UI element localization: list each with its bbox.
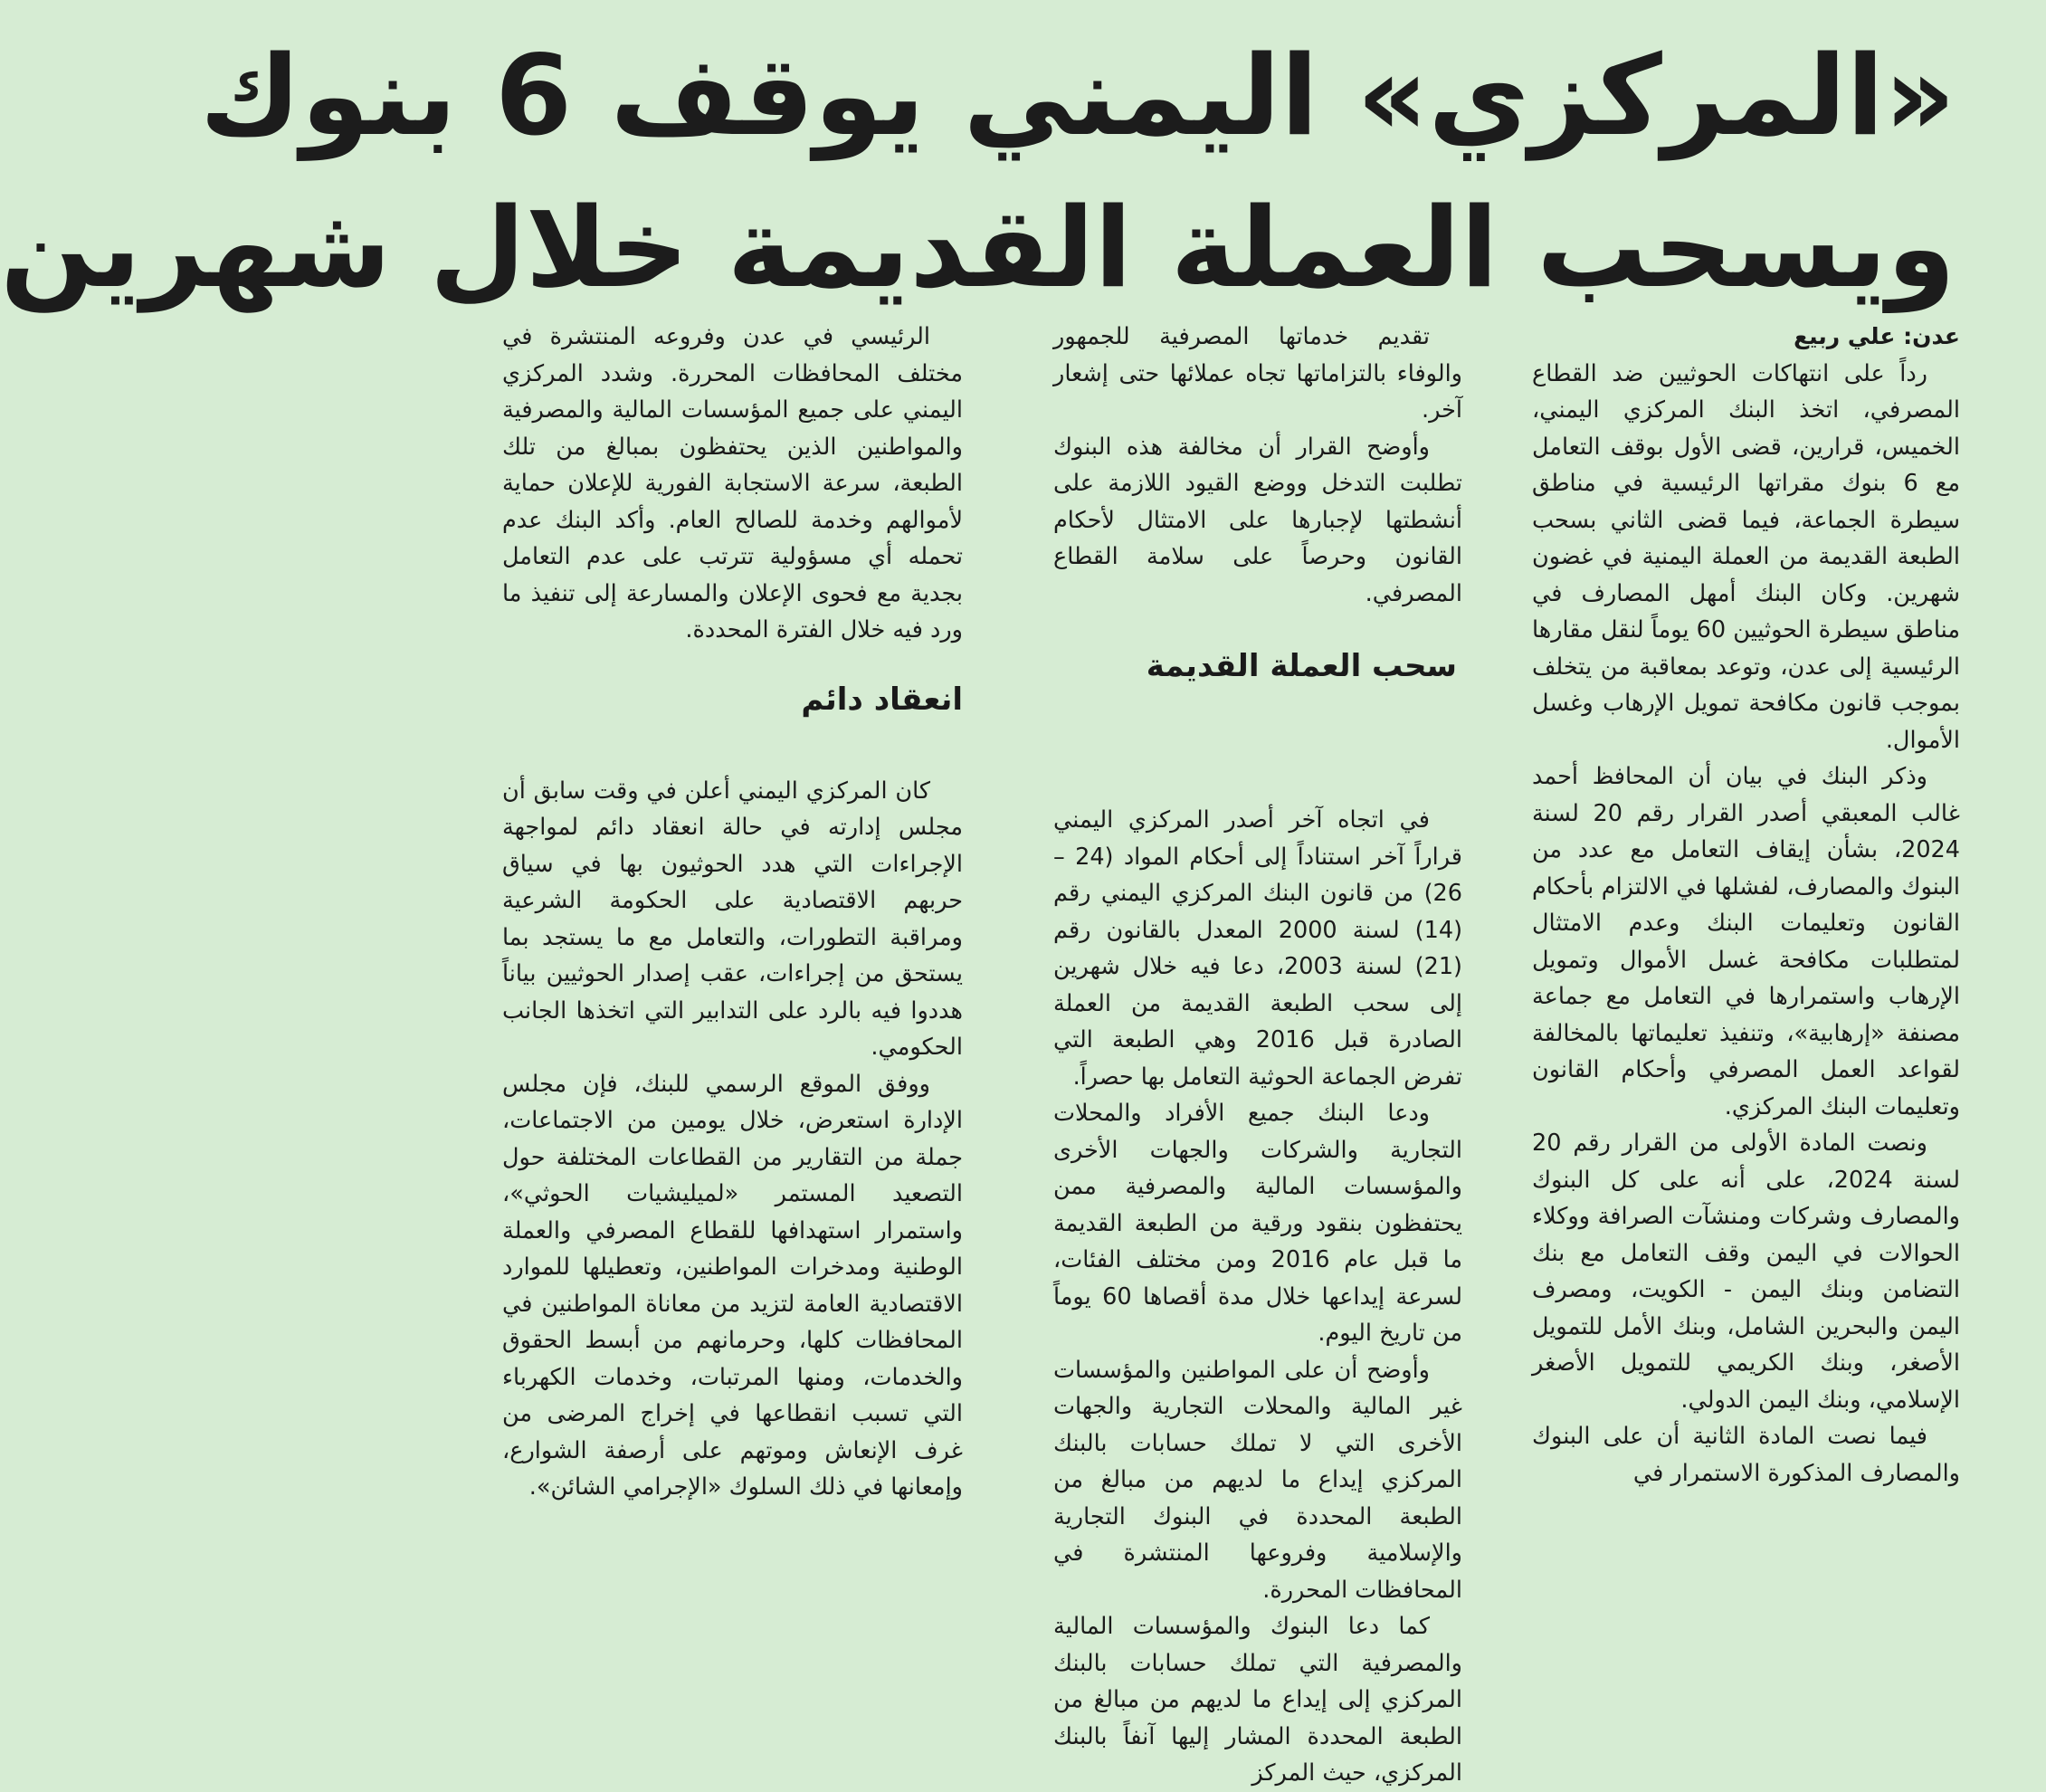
paragraph: ووفق الموقع الرسمي للبنك، فإن مجلس الإدارة استعرض، خلال يومين من الاجتماعات، جملة من التقارير من القطاعات المختلفة حول التصعيد المستمر «لميليشيات الحوثي»، واستمرار استهدافها للقطاع المصرفي والعملة الوطنية ومدخرات المواطنين، وتعطيلها للموارد الاقتصادية العامة لتزيد من معاناة المواطنين في المحافظات كلها، وحرمانهم من أبسط الحقوق والخدمات، ومنها المرتبات، وخدمات الكهرباء التي تسبب انقطاعها في إخراج المرضى من غرف الإنعاش وموتهم على أرصفة الشوارع، وإمعانها في ذلك السلوك «الإجرامي الشائن».	[502, 1070, 963, 1501]
paragraph: تقديم خدماتها المصرفية للجمهور والوفاء بالتزاماتها تجاه عملائها حتى إشعار آخر.	[1053, 323, 1462, 424]
paragraph: ودعا البنك جميع الأفراد والمحلات التجارية والشركات والجهات الأخرى والمؤسسات المالية والمصرفية ممن يحتفظون بنقود ورقية من الطبعة القديمة ما قبل عام 2016 ومن مختلف الفئات، لسرعة إيداعها خلال مدة أقصاها 60 يوماً من تاريخ اليوم.	[1053, 1100, 1462, 1347]
paragraph: كما دعا البنوك والمؤسسات المالية والمصرفية التي تملك حسابات بالبنك المركزي إلى إيداع ما لديهم من مبالغ من الطبعة المحددة المشار إليها آنفاً بالبنك المركزي، حيث المركز	[1053, 1613, 1462, 1787]
subheading-permanent-session: انعقاد دائم	[801, 681, 963, 718]
byline: عدن: علي ربيع	[1794, 323, 1960, 349]
paragraph: رداً على انتهاكات الحوثيين ضد القطاع المصرفي، اتخذ البنك المركزي اليمني، الخميس، قرارين، قضى الأول بوقف التعامل مع 6 بنوك مقراتها الرئيسية في مناطق سيطرة الجماعة، فيما قضى الثاني بسحب الطبعة القديمة من العملة اليمنية في غضون شهرين. وكان البنك أمهل المصارف في مناطق سيطرة الحوثيين 60 يوماً لنقل مقارها الرئيسية إلى عدن، وتوعد بمعاقبة من يتخلف بموجب قانون مكافحة تمويل الإرهاب وغسل الأموال.	[1532, 359, 1960, 754]
paragraph: ونصت المادة الأولى من القرار رقم 20 لسنة 2024، على أنه على كل البنوك والمصارف وشركات ومنشآت الصرافة ووكلاء الحوالات في اليمن وقف التعامل مع بنك التضامن وبنك اليمن - الكويت، ومصرف اليمن والبحرين الشامل، وبنك الأمل للتمويل الأصغر، وبنك الكريمي للتمويل الأصغر الإسلامي، وبنك اليمن الدولي.	[1532, 1130, 1960, 1414]
paragraph: وذكر البنك في بيان أن المحافظ أحمد غالب المعبقي أصدر القرار رقم 20 لسنة 2024، بشأن إيقاف التعامل مع عدد من البنوك والمصارف، لفشلها في الالتزام بأحكام القانون وتعليمات البنك وعدم الامتثال لمتطلبات مكافحة غسل الأموال وتمويل الإرهاب واستمرارها في التعامل مع جماعة مصنفة «إرهابية»، وتنفيذ تعليماتها بالمخالفة لقواعد العمل المصرفي وأحكام القانون وتعليمات البنك المركزي.	[1532, 763, 1960, 1120]
paragraph: في اتجاه آخر أصدر المركزي اليمني قراراً آخر استناداً إلى أحكام المواد (24 – 26) من قانون البنك المركزي اليمني رقم (14) لسنة 2000 المعدل بالقانون رقم (21) لسنة 2003، دعا فيه خلال شهرين إلى سحب الطبعة القديمة من العملة الصادرة قبل 2016 وهي الطبعة التي تفرض الجماعة الحوثية التعامل بها حصراً.	[1053, 806, 1463, 1091]
paragraph: وأوضح أن على المواطنين والمؤسسات غير المالية والمحلات التجارية والجهات الأخرى التي لا تملك حسابات بالبنك المركزي إيداع ما لديهم من مبالغ من الطبعة المحددة في البنوك التجارية والإسلامية وفروعها المنتشرة في المحافظات المحررة.	[1053, 1356, 1462, 1604]
paragraph: الرئيسي في عدن وفروعه المنتشرة في مختلف المحافظات المحررة. وشدد المركزي اليمني على جميع المؤسسات المالية والمصرفية والمواطنين الذين يحتفظون بمبالغ من تلك الطبعة، سرعة الاستجابة الفورية للإعلان حماية لأموالهم وخدمة للصالح العام. وأكد البنك عدم تحمله أي مسؤولية تترتب على عدم التعامل بجدية مع فحوى الإعلان والمسارعة إلى تنفيذ ما ورد فيه خلال الفترة المحددة.	[502, 323, 963, 643]
article-column-3	[502, 319, 963, 1759]
article-column-1	[1532, 319, 1960, 1759]
paragraph: وأوضح القرار أن مخالفة هذه البنوك تطلبت التدخل ووضع القيود اللازمة على أنشطتها لإجبارها على الامتثال لأحكام القانون وحرصاً على سلامة القطاع المصرفي.	[1053, 433, 1462, 607]
paragraph: فيما نصت المادة الثانية أن على البنوك والمصارف المذكورة الاستمرار في	[1532, 1423, 1960, 1487]
subheading-old-currency: سحب العملة القديمة	[1146, 648, 1457, 684]
headline	[0, 20, 1956, 324]
paragraph: كان المركزي اليمني أعلن في وقت سابق أن مجلس إدارته في حالة انعقاد دائم لمواجهة الإجراءات التي هدد الحوثيون بها في سياق حربهم الاقتصادية على الحكومة الشرعية ومراقبة التطورات، والتعامل مع ما يستجد بما يستحق من إجراءات، عقب إصدار الحوثيين بياناً هددوا فيه بالرد على التدابير التي اتخذها الجانب الحكومي.	[502, 777, 963, 1061]
article-column-2	[1053, 319, 1463, 1787]
headline-line-1: «المركزي» اليمني يوقف 6 بنوك	[199, 32, 1956, 160]
headline-line-2: ويسحب العملة القديمة خلال شهرين	[0, 184, 1956, 312]
